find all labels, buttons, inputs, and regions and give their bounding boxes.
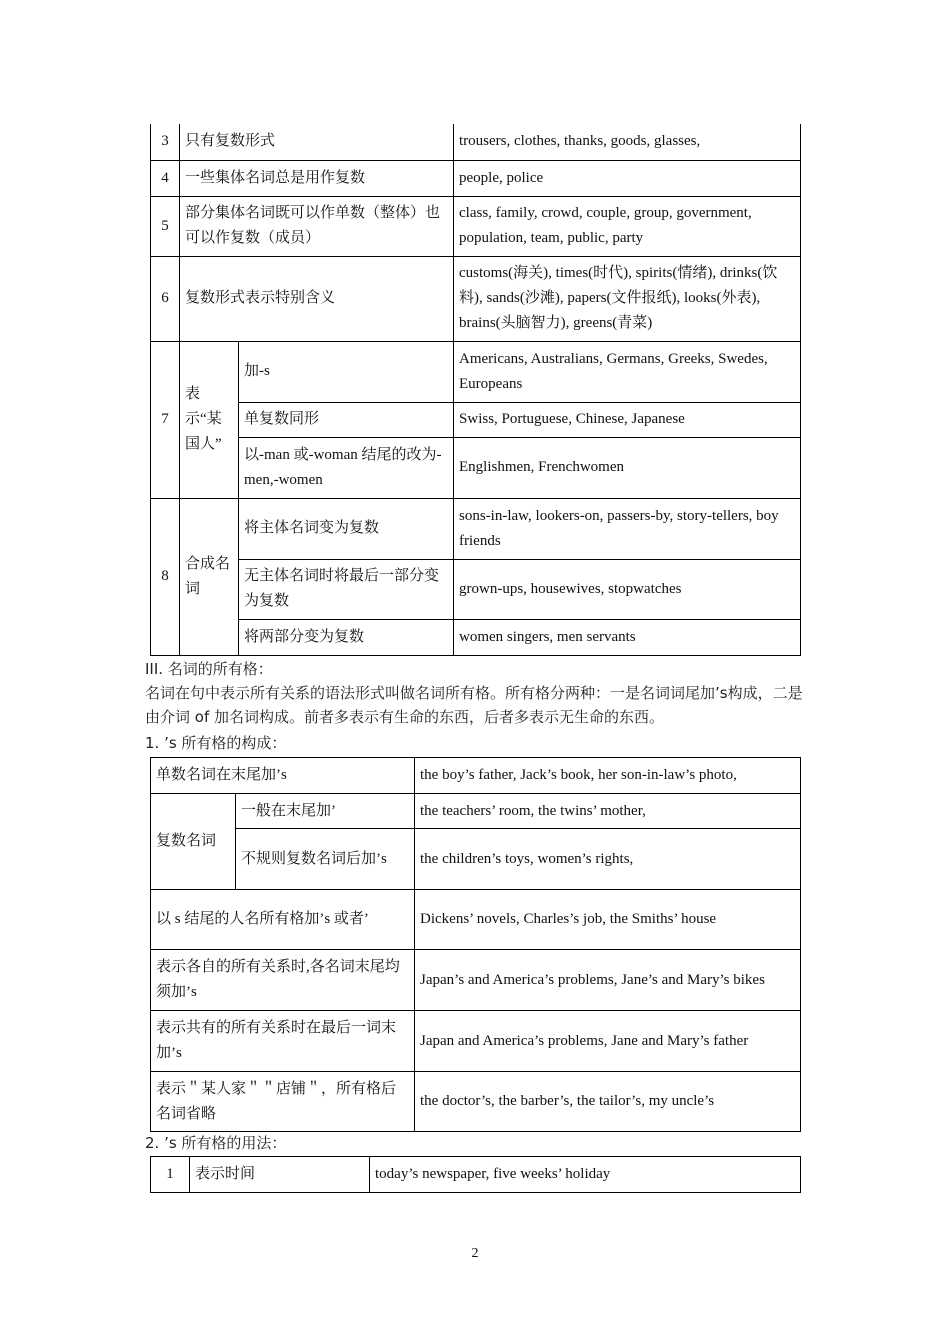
examples-cell: the teachers’ room, the twins’ mother, xyxy=(415,794,801,829)
table-row xyxy=(151,498,801,559)
examples-cell: the children’s toys, women’s rights, xyxy=(415,829,801,890)
examples-cell: today’s newspaper, five weeks’ holiday xyxy=(370,1157,801,1193)
row-number: 3 xyxy=(151,124,180,160)
examples-cell: Japan’s and America’s problems, Jane’s and Mary’s bikes xyxy=(415,950,801,1011)
table-row xyxy=(151,829,801,890)
rule-cell: 表示各自的所有关系时,各名词末尾均须加’s xyxy=(151,950,415,1011)
rule-cell: 表示共有的所有关系时在最后一词末加’s xyxy=(151,1011,415,1072)
subsection-heading: 2. ’s 所有格的用法： xyxy=(145,1134,287,1152)
table-row xyxy=(151,1157,801,1193)
plural-forms-table xyxy=(150,124,801,656)
row-number: 8 xyxy=(151,498,180,655)
table-row xyxy=(151,890,801,950)
rule-cell: 只有复数形式 xyxy=(180,124,454,160)
rule-cell: 复数形式表示特别含义 xyxy=(180,256,454,341)
sub-rule-cell: 无主体名词时将最后一部分变为复数 xyxy=(239,559,454,619)
examples-cell: grown-ups, housewives, stopwatches xyxy=(454,559,801,619)
sub-rule-cell: 将主体名词变为复数 xyxy=(239,498,454,559)
examples-cell: Dickens’ novels, Charles’s job, the Smiths’ house xyxy=(415,890,801,950)
row-number: 1 xyxy=(151,1157,190,1193)
table-row xyxy=(151,1011,801,1072)
section-intro: 名词在句中表示所有关系的语法形式叫做名词所有格。所有格分两种：一是名词词尾加’s构成，二是由介词 of 加名词构成。前者多表示有生命的东西，后者多表示无生命的东西。 xyxy=(145,684,803,726)
rule-cell: 表示＂某人家＂＂店铺＂，所有格后名词省略 xyxy=(151,1072,415,1132)
sub-rule-cell: 加-s xyxy=(239,341,454,402)
examples-cell: Japan and America’s problems, Jane and Mary’s father xyxy=(415,1011,801,1072)
page-number: 2 xyxy=(471,1246,479,1261)
table-row xyxy=(151,341,801,402)
group-label: 复数名词 xyxy=(151,794,236,890)
subsection-heading: 1. ’s 所有格的构成： xyxy=(145,734,287,752)
examples-cell: the boy’s father, Jack’s book, her son-in-law’s photo, xyxy=(415,758,801,794)
table-row xyxy=(151,437,801,498)
group-label: 合成名词 xyxy=(180,498,239,655)
table-row xyxy=(151,950,801,1011)
table-row xyxy=(151,559,801,619)
sub-rule-cell: 将两部分变为复数 xyxy=(239,619,454,655)
rule-cell: 部分集体名词既可以作单数（整体）也可以作复数（成员） xyxy=(180,196,454,256)
examples-cell: the doctor’s, the barber’s, the tailor’s, my uncle’s xyxy=(415,1072,801,1132)
possessive-formation-table xyxy=(150,757,801,1132)
group-label: 表示“某国人” xyxy=(180,341,239,498)
examples-cell: people, police xyxy=(454,160,801,196)
examples-cell: Swiss, Portuguese, Chinese, Japanese xyxy=(454,402,801,437)
examples-cell: customs(海关), times(时代), spirits(情绪), drinks(饮料), sands(沙滩), papers(文件报纸), looks(外表), brains(头脑智力), greens(青菜) xyxy=(454,256,801,341)
table-row xyxy=(151,160,801,196)
table-row xyxy=(151,124,801,160)
rule-cell: 一些集体名词总是用作复数 xyxy=(180,160,454,196)
rule-cell: 单数名词在末尾加’s xyxy=(151,758,415,794)
examples-cell: women singers, men servants xyxy=(454,619,801,655)
sub-rule-cell: 以-man 或-woman 结尾的改为-men,-women xyxy=(239,437,454,498)
table-row xyxy=(151,402,801,437)
table-row xyxy=(151,256,801,341)
examples-cell: class, family, crowd, couple, group, government, population, team, public, party xyxy=(454,196,801,256)
examples-cell: Americans, Australians, Germans, Greeks, Swedes, Europeans xyxy=(454,341,801,402)
rule-cell: 以 s 结尾的人名所有格加’s 或者’ xyxy=(151,890,415,950)
table-row xyxy=(151,1072,801,1132)
row-number: 7 xyxy=(151,341,180,498)
examples-cell: sons-in-law, lookers-on, passers-by, story-tellers, boy friends xyxy=(454,498,801,559)
table-row xyxy=(151,619,801,655)
table-row xyxy=(151,758,801,794)
row-number: 5 xyxy=(151,196,180,256)
row-number: 6 xyxy=(151,256,180,341)
section-heading: III. 名词的所有格： xyxy=(145,660,273,678)
table-row xyxy=(151,196,801,256)
sub-rule-cell: 一般在末尾加’ xyxy=(236,794,415,829)
sub-rule-cell: 不规则复数名词后加’s xyxy=(236,829,415,890)
examples-cell: Englishmen, Frenchwomen xyxy=(454,437,801,498)
rule-cell: 表示时间 xyxy=(190,1157,370,1193)
examples-cell: trousers, clothes, thanks, goods, glasses, xyxy=(454,124,801,160)
row-number: 4 xyxy=(151,160,180,196)
possessive-usage-table xyxy=(150,1156,801,1193)
sub-rule-cell: 单复数同形 xyxy=(239,402,454,437)
table-row xyxy=(151,794,801,829)
